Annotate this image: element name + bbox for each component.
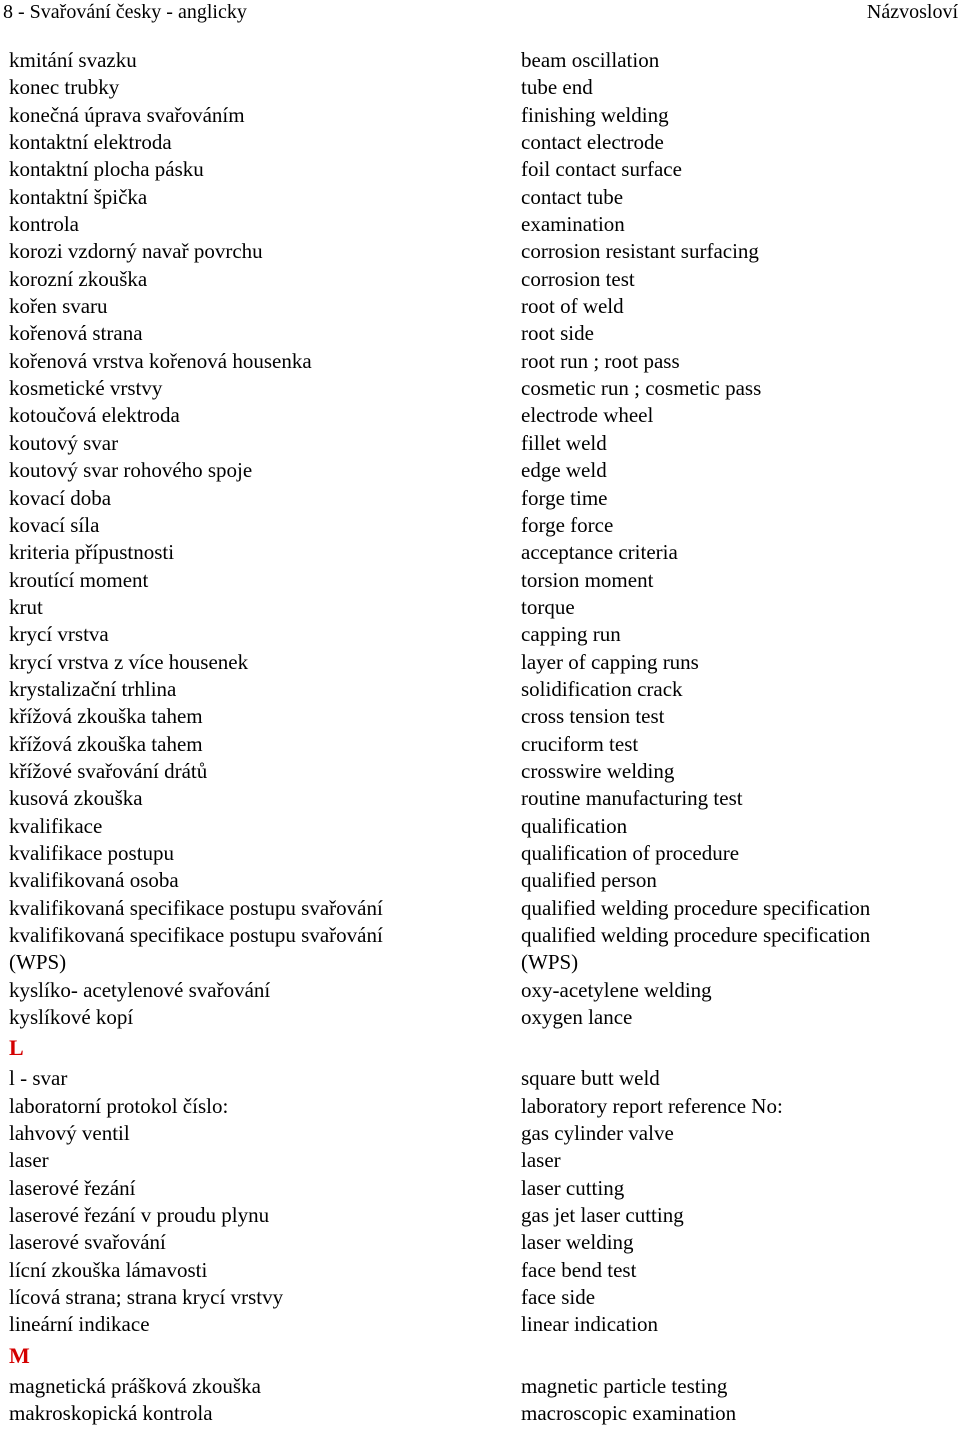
term-english: laser cutting bbox=[521, 1175, 625, 1200]
term-english: routine manufacturing test bbox=[521, 786, 743, 811]
glossary-row bbox=[0, 785, 960, 812]
term-czech: křížová zkouška tahem bbox=[9, 731, 203, 756]
term-czech: křížová zkouška tahem bbox=[9, 704, 203, 729]
term-czech: korozní zkouška bbox=[9, 266, 148, 291]
glossary-row bbox=[0, 1120, 960, 1147]
term-czech: kriteria přípustnosti bbox=[9, 540, 175, 565]
term-czech: koutový svar bbox=[9, 430, 119, 455]
header-section-title: Názvosloví bbox=[866, 1, 958, 23]
term-czech: krycí vrstva bbox=[9, 622, 109, 647]
glossary-row bbox=[0, 1284, 960, 1311]
term-english: electrode wheel bbox=[521, 403, 654, 428]
glossary-row bbox=[0, 867, 960, 894]
term-english: root of weld bbox=[521, 294, 624, 319]
term-czech: kmitání svazku bbox=[9, 48, 137, 72]
glossary-row bbox=[0, 457, 960, 484]
glossary-block-m bbox=[0, 1373, 960, 1428]
term-english: cosmetic run ; cosmetic pass bbox=[521, 376, 762, 401]
glossary-row bbox=[0, 1202, 960, 1229]
term-czech: kosmetické vrstvy bbox=[9, 376, 163, 401]
glossary-block-l bbox=[0, 1065, 960, 1338]
glossary-row bbox=[0, 758, 960, 785]
term-english: cruciform test bbox=[521, 731, 639, 756]
glossary-row bbox=[0, 813, 960, 840]
term-czech: kusová zkouška bbox=[9, 786, 143, 811]
glossary-row bbox=[0, 102, 960, 129]
glossary-row bbox=[0, 676, 960, 703]
term-czech: kyslíkové kopí bbox=[9, 1005, 134, 1030]
glossary-row bbox=[0, 567, 960, 594]
term-czech: krystalizační trhlina bbox=[9, 676, 177, 701]
glossary-row bbox=[0, 703, 960, 730]
term-czech: laboratorní protokol číslo: bbox=[9, 1093, 229, 1118]
glossary-row bbox=[0, 922, 960, 949]
glossary-row bbox=[0, 977, 960, 1004]
glossary-row bbox=[0, 949, 960, 976]
term-english: qualified welding procedure specification bbox=[521, 895, 871, 920]
term-czech: kořen svaru bbox=[9, 294, 108, 319]
term-czech: kvalifikace postupu bbox=[9, 840, 175, 865]
term-english: beam oscillation bbox=[521, 48, 660, 72]
term-czech: kyslíko- acetylenové svařování bbox=[9, 977, 271, 1002]
term-english: torque bbox=[521, 594, 575, 619]
term-czech: lícní zkouška lámavosti bbox=[9, 1257, 208, 1282]
term-english: laser bbox=[521, 1148, 561, 1173]
glossary-row bbox=[0, 375, 960, 402]
term-czech: křížové svařování drátů bbox=[9, 758, 208, 783]
term-english: forge force bbox=[521, 512, 614, 537]
glossary-row bbox=[0, 594, 960, 621]
glossary-row bbox=[0, 266, 960, 293]
glossary-row bbox=[0, 1004, 960, 1031]
term-english: square butt weld bbox=[521, 1066, 660, 1091]
glossary-row bbox=[0, 129, 960, 156]
term-czech: koutový svar rohového spoje bbox=[9, 458, 253, 483]
term-czech: l - svar bbox=[9, 1066, 68, 1091]
term-english: qualification of procedure bbox=[521, 840, 740, 865]
term-czech: kotoučová elektroda bbox=[9, 403, 180, 428]
term-czech: laserové řezání v proudu plynu bbox=[9, 1203, 270, 1228]
glossary-row bbox=[0, 1175, 960, 1202]
glossary-row bbox=[0, 621, 960, 648]
term-english: acceptance criteria bbox=[521, 540, 678, 565]
term-czech: konečná úprava svařováním bbox=[9, 102, 245, 127]
term-czech: kontrola bbox=[9, 212, 79, 237]
section-letter-m: M bbox=[9, 1342, 30, 1368]
term-czech: kvalifikovaná specifikace postupu svařování bbox=[9, 923, 383, 947]
glossary-row bbox=[0, 1400, 960, 1427]
glossary-row bbox=[0, 731, 960, 758]
term-english: layer of capping runs bbox=[521, 649, 699, 674]
term-czech: kvalifikovaná osoba bbox=[9, 868, 179, 893]
term-czech: kovací síla bbox=[9, 512, 100, 537]
term-czech: krycí vrstva z více housenek bbox=[9, 649, 249, 674]
term-english: contact tube bbox=[521, 184, 624, 209]
term-english: linear indication bbox=[521, 1312, 659, 1337]
glossary-row bbox=[0, 1147, 960, 1174]
term-english: cross tension test bbox=[521, 704, 665, 729]
term-english: forge time bbox=[521, 485, 608, 510]
term-czech: kroutící moment bbox=[9, 567, 149, 592]
term-czech: kontaktní plocha pásku bbox=[9, 157, 204, 182]
glossary-row bbox=[0, 156, 960, 183]
term-english: capping run bbox=[521, 622, 621, 647]
term-english: root run ; root pass bbox=[521, 348, 680, 373]
term-czech: laserové řezání bbox=[9, 1175, 136, 1200]
term-czech: krut bbox=[9, 594, 43, 619]
term-czech: lineární indikace bbox=[9, 1312, 150, 1337]
glossary-row bbox=[0, 895, 960, 922]
glossary-row bbox=[0, 184, 960, 211]
term-english: corrosion resistant surfacing bbox=[521, 239, 759, 264]
glossary-row bbox=[0, 430, 960, 457]
term-english: torsion moment bbox=[521, 567, 654, 592]
term-english: edge weld bbox=[521, 458, 607, 483]
glossary-row bbox=[0, 293, 960, 320]
term-english: qualification bbox=[521, 813, 628, 838]
term-english: qualified person bbox=[521, 868, 657, 893]
term-czech: kontaktní špička bbox=[9, 184, 148, 209]
term-english: laser welding bbox=[521, 1230, 634, 1255]
section-letter-l: L bbox=[9, 1035, 24, 1061]
term-czech: korozi vzdorný navař povrchu bbox=[9, 239, 263, 264]
glossary-row bbox=[0, 1311, 960, 1338]
term-english: finishing welding bbox=[521, 102, 669, 127]
term-english: gas jet laser cutting bbox=[521, 1203, 684, 1228]
glossary-row bbox=[0, 74, 960, 101]
glossary-block-k bbox=[0, 47, 960, 1031]
term-english: solidification crack bbox=[521, 676, 683, 701]
glossary-row bbox=[0, 512, 960, 539]
glossary-row bbox=[0, 1093, 960, 1120]
glossary-row bbox=[0, 539, 960, 566]
term-english: examination bbox=[521, 212, 625, 237]
glossary-row bbox=[0, 238, 960, 265]
term-english: oxygen lance bbox=[521, 1005, 633, 1030]
term-czech: kontaktní elektroda bbox=[9, 130, 172, 155]
term-english: gas cylinder valve bbox=[521, 1121, 674, 1146]
glossary-row bbox=[0, 402, 960, 429]
term-czech: kvalifikace bbox=[9, 813, 103, 838]
glossary-row bbox=[0, 320, 960, 347]
glossary-row bbox=[0, 1257, 960, 1284]
term-english: magnetic particle testing bbox=[521, 1373, 728, 1398]
term-czech: kořenová strana bbox=[9, 321, 143, 346]
term-english: root side bbox=[521, 321, 594, 346]
term-czech: laserové svařování bbox=[9, 1230, 166, 1255]
header-chapter-title: 8 - Svařování česky - anglicky bbox=[3, 1, 247, 23]
term-czech: kořenová vrstva kořenová housenka bbox=[9, 348, 312, 373]
term-czech: (WPS) bbox=[9, 950, 67, 975]
term-czech: magnetická prášková zkouška bbox=[9, 1373, 261, 1398]
term-english: corrosion test bbox=[521, 266, 635, 291]
term-english: contact electrode bbox=[521, 130, 664, 155]
term-czech: lahvový ventil bbox=[9, 1121, 130, 1146]
glossary-row bbox=[0, 649, 960, 676]
glossary-row bbox=[0, 211, 960, 238]
glossary-list bbox=[0, 47, 960, 1428]
term-czech: kvalifikovaná specifikace postupu svařování bbox=[9, 895, 383, 920]
term-english: face side bbox=[521, 1285, 596, 1310]
term-czech: lícová strana; strana krycí vrstvy bbox=[9, 1285, 284, 1310]
term-english: macroscopic examination bbox=[521, 1401, 737, 1426]
term-czech: makroskopická kontrola bbox=[9, 1401, 213, 1426]
term-english: face bend test bbox=[521, 1257, 637, 1282]
term-english: (WPS) bbox=[521, 950, 579, 975]
term-czech: konec trubky bbox=[9, 75, 120, 100]
term-english: oxy-acetylene welding bbox=[521, 977, 712, 1002]
page-header bbox=[0, 0, 960, 26]
term-english: qualified welding procedure specification bbox=[521, 923, 871, 947]
glossary-row bbox=[0, 1229, 960, 1256]
glossary-row bbox=[0, 348, 960, 375]
term-czech: laser bbox=[9, 1148, 49, 1173]
glossary-row bbox=[0, 840, 960, 867]
glossary-row bbox=[0, 1065, 960, 1092]
glossary-row bbox=[0, 47, 960, 74]
glossary-row bbox=[0, 485, 960, 512]
term-english: foil contact surface bbox=[521, 157, 682, 182]
glossary-row bbox=[0, 1373, 960, 1400]
term-czech: kovací doba bbox=[9, 485, 112, 510]
term-english: laboratory report reference No: bbox=[521, 1093, 783, 1118]
term-english: fillet weld bbox=[521, 430, 607, 455]
term-english: tube end bbox=[521, 75, 593, 100]
term-english: crosswire welding bbox=[521, 758, 675, 783]
